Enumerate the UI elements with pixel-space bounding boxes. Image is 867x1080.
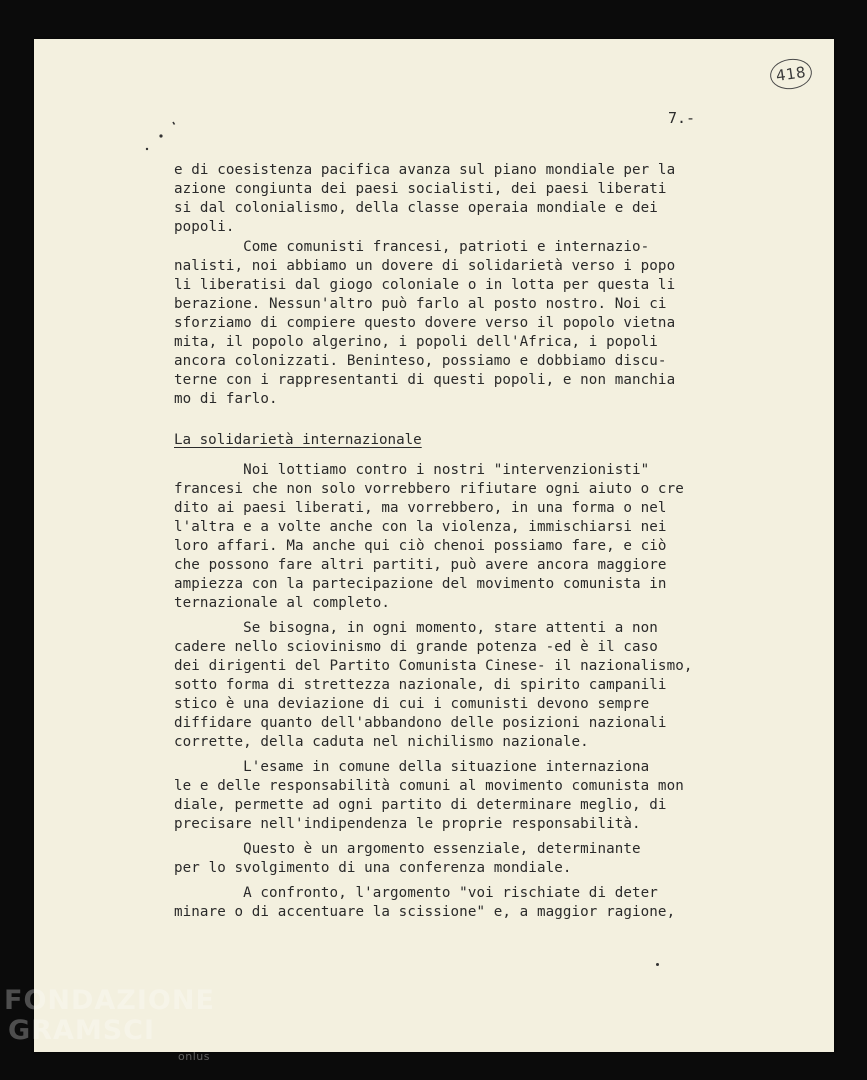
text-line: le e delle responsabilità comuni al movimento comunista mon [174,778,684,794]
watermark-line2: GRAMSCI [8,1015,156,1046]
text-line: mo di farlo. [174,391,278,407]
margin-mark [159,134,162,137]
text-line: stico è una deviazione di cui i comunisti devono sempre [174,696,650,712]
text-line: berazione. Nessun'altro può farlo al posto nostro. Noi ci [174,296,667,312]
text-line: ampiezza con la partecipazione del movimento comunista in [174,576,667,592]
text-line: ancora colonizzati. Beninteso, possiamo e dobbiamo discu- [174,353,667,369]
watermark-logo [4,985,224,1075]
text-line: cadere nello sciovinismo di grande potenza -ed è il caso [174,639,658,655]
text-line: popoli. [174,219,235,235]
paragraph [174,840,734,878]
text-line: francesi che non solo vorrebbero rifiutare ogni aiuto o cre [174,481,684,497]
text-line: Questo è un argomento essenziale, determinante [174,841,641,857]
text-line: azione congiunta dei paesi socialisti, dei paesi liberati [174,181,667,197]
text-block-top [174,161,734,409]
text-line: diffidare quanto dell'abbandono delle posizioni nazionali [174,715,667,731]
text-line: corrette, della caduta nel nichilismo nazionale. [174,734,589,750]
text-line: per lo svolgimento di una conferenza mondiale. [174,860,572,876]
text-line: sforziamo di compiere questo dovere verso il popolo vietna [174,315,676,331]
text-line: li liberatisi dal giogo coloniale o in lotta per questa li [174,277,676,293]
text-line: loro affari. Ma anche qui ciò chenoi possiamo fare, e ciò [174,538,667,554]
text-line: dito ai paesi liberati, ma vorrebbero, in una forma o nel [174,500,667,516]
text-line: che possono fare altri partiti, può avere ancora maggiore [174,557,667,573]
margin-mark [173,122,175,125]
paragraph [174,884,734,922]
text-line: Come comunisti francesi, patrioti e internazio- [174,239,650,255]
paragraph [174,161,734,237]
text-line: dei dirigenti del Partito Comunista Cinese- il nazionalismo, [174,658,693,674]
text-line: terne con i rappresentanti di questi popoli, e non manchia [174,372,676,388]
text-line: diale, permette ad ogni partito di determinare meglio, di [174,797,667,813]
text-line: A confronto, l'argomento "voi rischiate di deter [174,885,658,901]
text-line: precisare nell'indipendenza le proprie responsabilità. [174,816,641,832]
watermark-sub: onlus [178,1050,210,1063]
paragraph [174,461,734,613]
text-line: mita, il popolo algerino, i popoli dell'Africa, i popoli [174,334,658,350]
margin-marks [144,118,184,158]
archive-number-stamp: 418 [768,56,814,92]
text-line: Noi lottiamo contro i nostri "intervenzionisti" [174,462,650,478]
section-heading: La solidarietà internazionale [174,432,422,448]
page-number: 7.- [668,109,696,127]
watermark-line1: FONDAZIONE [4,985,215,1016]
text-line: L'esame in comune della situazione internaziona [174,759,650,775]
text-line: e di coesistenza pacifica avanza sul piano mondiale per la [174,162,676,178]
ink-speck [656,963,659,966]
text-line: si dal colonialismo, della classe operaia mondiale e dei [174,200,658,216]
text-line: sotto forma di strettezza nazionale, di spirito campanili [174,677,667,693]
margin-mark [146,148,148,150]
text-line: Se bisogna, in ogni momento, stare attenti a non [174,620,658,636]
text-line: ternazionale al completo. [174,595,391,611]
text-line: nalisti, noi abbiamo un dovere di solidarietà verso i popo [174,258,676,274]
text-block-bottom [174,461,734,922]
paragraph [174,619,734,752]
text-line: minare o di accentuare la scissione" e, a maggior ragione, [174,904,676,920]
text-line: l'altra e a volte anche con la violenza, immischiarsi nei [174,519,667,535]
paragraph [174,238,734,409]
paragraph [174,758,734,834]
